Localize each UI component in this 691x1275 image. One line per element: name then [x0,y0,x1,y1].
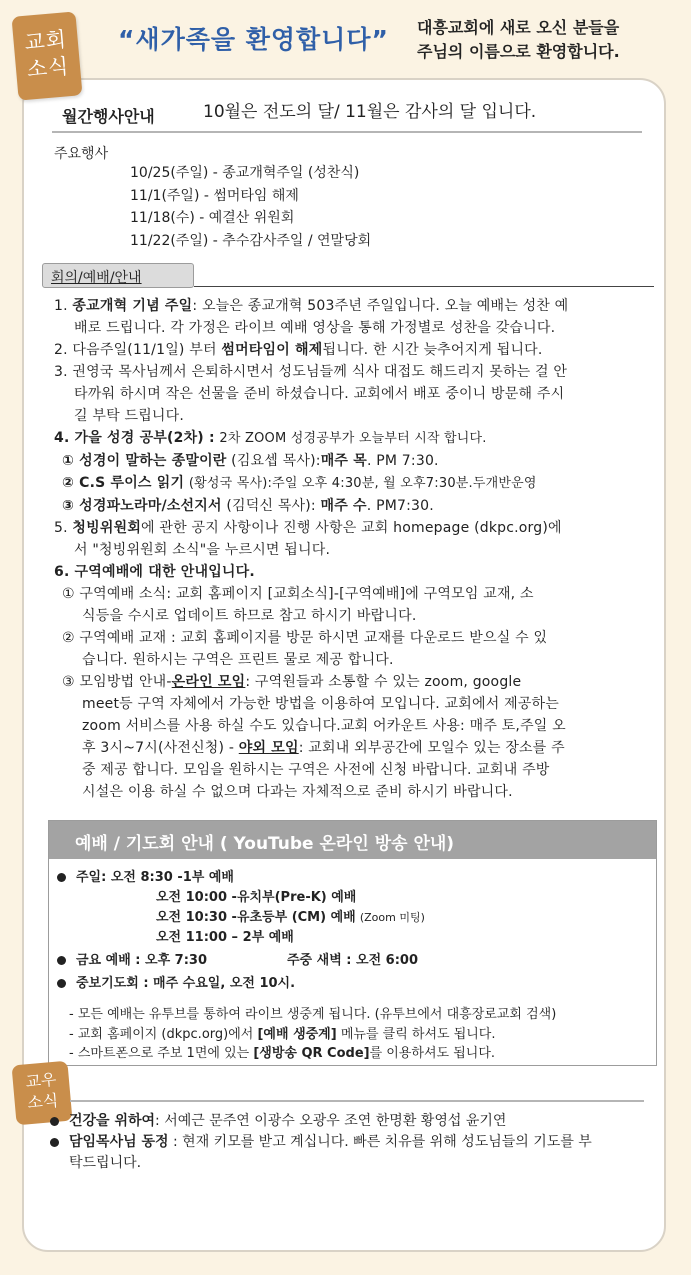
worship-sunday-row: 오전 10:30 -유초등부 (CM) 예배 (Zoom 미팅) [156,910,425,925]
worship-box [48,820,657,1066]
notice-3-cont: 길 부탁 드립니다. [74,408,185,424]
worship-note: - 교회 홈페이지 (dkpc.org)에서 [예배 생중계] 메뉴를 클릭 하셔도 됩니다. [69,1026,496,1042]
church-news-tag [11,11,82,100]
member-health: 건강을 위하여: 서예근 문주연 이광수 오광우 조연 한명환 황영섭 윤기연 [50,1111,670,1132]
event-item: 11/1(주일) - 썸머타임 해제 [130,187,299,204]
tag-line: 소식 [25,54,71,82]
worship-sunday-row: 오전 11:00 – 2부 예배 [156,930,294,945]
worship-note: - 스마트폰으로 주보 1면에 있는 [생방송 QR Code]를 이용하셔도 됩니다. [69,1046,496,1061]
notice-4-2: ② C.S 루이스 읽기 (황성국 목사):주일 오후 4:30분, 월 오후7:30분.두개반운영 [62,475,537,491]
events-list [130,162,371,252]
notice-6-3-cont: 중 제공 합니다. 모임을 원하시는 구역은 사전에 신청 바랍니다. 교회내 주방 [82,762,550,778]
member-news [50,1111,670,1174]
notice-1: 1. 종교개혁 기념 주일: 오늘은 종교개혁 503주년 주일입니다. 오늘 예배는 성찬 예 [54,298,569,314]
notice-3: 3. 권영국 목사님께서 은퇴하시면서 성도님들께 식사 대접도 해드리지 못하는 걸 안 [54,364,568,380]
notice-3-cont: 타까워 하시며 작은 선물을 준비 하셨습니다. 교회에서 배포 중이니 방문해 주시 [74,386,565,402]
notice-6-3-cont: 시설은 이용 하실 수 없으며 다과는 자체적으로 준비 하시기 바랍니다. [82,784,513,800]
worship-note: - 모든 예배는 유투브를 통하여 라이브 생중계 됩니다. (유투브에서 대흥장로교회 검색) [69,1007,557,1022]
divider [194,286,654,287]
member-pastor-cont: 탁드립니다. [69,1155,142,1171]
monthly-events-title: 월간행사안내 [62,107,155,126]
worship-friday: 금요 예배 : 오후 7:30 주중 새벽 : 오전 6:00 [57,951,425,971]
notice-2: 2. 다음주일(11/1일) 부터 썸머타임이 해제됩니다. 한 시간 늦추어지게 됩니다. [54,342,543,358]
bullet-icon [57,956,66,965]
bullet-icon [57,979,66,988]
notice-6-1: ① 구역예배 소식: 교회 홈페이지 [교회소식]-[구역예배]에 구역모임 교재, 소 [62,586,534,602]
notice-5-cont: 서 "청빙위원회 소식"을 누르시면 됩니다. [74,542,331,558]
notice-6-3-cont: 후 3시~7시(사전신청) - 야외 모임: 교회내 외부공간에 모일수 있는 장소를 주 [82,740,565,756]
notice-4: 4. 가을 성경 공부(2차) : 2차 ZOOM 성경공부가 오늘부터 시작 합니다. [54,430,487,446]
notice-4-3: ③ 성경파노라마/소선지서 (김덕신 목사): 매주 수. PM7:30. [62,498,434,514]
events-title: 주요행사 [54,146,109,162]
welcome-sub-line: 대흥교회에 새로 오신 분들을 [417,18,620,37]
worship-schedule [57,868,425,994]
notice-6-1-cont: 식등을 수시로 업데이트 하므로 참고 하시기 바랍니다. [82,608,417,624]
event-item: 10/25(주일) - 종교개혁주일 (성찬식) [130,165,360,181]
divider [70,1100,644,1102]
bullet-icon [50,1138,59,1147]
welcome-title: “새가족을 환영합니다” [118,25,389,54]
notice-6: 6. 구역예배에 대한 안내입니다. [54,564,255,580]
worship-sunday: 주일: 오전 8:30 -1부 예배 [57,868,425,888]
notices-tab: 회의/예배/안내 [42,263,194,288]
event-item: 11/18(수) - 예결산 위원회 [130,210,295,226]
worship-sunday-row: 오전 10:00 -유치부(Pre-K) 예배 [156,890,357,905]
worship-header: 예배 / 기도회 안내 ( YouTube 온라인 방송 안내) [49,821,656,859]
notices-list [54,295,660,803]
worship-prayer: 중보기도회 : 매주 수요일, 오전 10시. [57,974,425,994]
notice-6-3-cont: meet등 구역 자체에서 가능한 방법을 이용하여 모입니다. 교회에서 제공하는 [82,696,559,712]
monthly-headline: 10월은 전도의 달/ 11월은 감사의 달 입니다. [203,102,537,122]
notice-6-3-cont: zoom 서비스를 사용 하실 수도 있습니다.교회 어카운트 사용: 매주 토,주일 오 [82,718,566,734]
welcome-sub-line: 주님의 이름으로 환영합니다. [417,42,620,61]
tag-line: 교회 [23,27,68,55]
notice-4-1: ① 성경이 말하는 종말이란 (김요셉 목사):매주 목. PM 7:30. [62,453,439,469]
tag-line: 교우 [24,1069,58,1092]
notice-6-2-cont: 습니다. 원하시는 구역은 프린트 물로 제공 합니다. [82,652,394,668]
welcome-subtitle [417,16,669,64]
event-item: 11/22(주일) - 추수감사주일 / 연말당회 [130,232,372,249]
worship-notes [69,1005,556,1064]
divider [52,131,642,133]
notice-5: 5. 청빙위원회에 관한 공지 사항이나 진행 사항은 교회 homepage (dkpc.org)에 [54,520,562,536]
member-pastor: 담임목사님 동정 : 현재 키모를 받고 계십니다. 빠른 치유를 위해 성도님들의 기도를 부 [50,1132,670,1153]
notice-6-2: ② 구역예배 교재 : 교회 홈페이지를 방문 하시면 교재를 다운로드 받으실 수 있 [62,630,548,646]
bullet-icon [50,1117,59,1126]
notice-1-cont: 배로 드립니다. 각 가정은 라이브 예배 영상을 통해 가정별로 성찬을 갖습니다. [74,320,556,336]
tag-line: 소식 [26,1090,59,1113]
bullet-icon [57,873,66,882]
notice-6-3: ③ 모임방법 안내-온라인 모임: 구역원들과 소통할 수 있는 zoom, google [62,674,522,690]
